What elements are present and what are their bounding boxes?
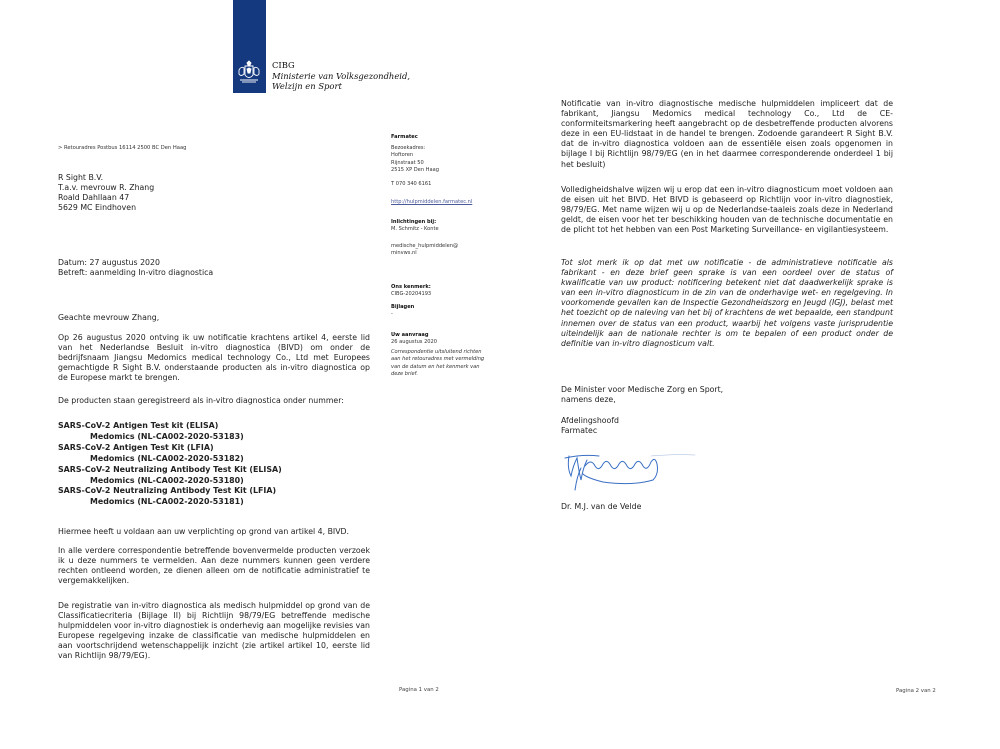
role-line: Afdelingshoofd	[561, 416, 620, 425]
product-registration: Medomics (NL-CA002-2020-53183)	[90, 431, 244, 441]
page-number-2: Pagina 2 van 2	[896, 688, 936, 694]
subject-line: Betreft: aanmelding In-vitro diagnostica	[58, 268, 214, 278]
product-name: SARS-CoV-2 Antigen Test kit (ELISA)	[58, 421, 219, 430]
ministry-line-1: Ministerie van Volksgezondheid,	[272, 70, 410, 81]
margin-email	[391, 243, 487, 258]
paragraph-correspondence: In alle verdere correspondentie betreffende bovenvermelde producten verzoek ik u deze nummers te vermelden. Aan deze nummers kunnen geen verdere rechten ontleend worden, ze dienen alleen om de notificatie administratief te vergemakkelijken.	[58, 546, 370, 586]
visit-label: Bezoekadres:	[391, 145, 426, 151]
recipient-line: 5629 MC Eindhoven	[58, 203, 137, 213]
our-ref-label: Ons kenmerk:	[391, 284, 431, 290]
letter-meta	[58, 258, 213, 278]
ministry-line-2: Welzijn en Sport	[272, 81, 342, 91]
return-address: > Retouradres Postbus 16114 2500 BC Den Haag	[58, 145, 187, 151]
signature-icon	[563, 446, 698, 496]
coat-of-arms-icon	[235, 60, 263, 86]
margin-attachments	[391, 304, 487, 319]
visit-line: 2515 XP Den Haag	[391, 166, 439, 173]
your-request-value: 26 augustus 2020	[391, 339, 438, 346]
paragraph-obligation: Hiermee heeft u voldaan aan uw verplichting op grond van artikel 4, BIVD.	[58, 527, 350, 536]
recipient-address	[58, 173, 154, 213]
product-name: SARS-CoV-2 Neutralizing Antibody Test Kit (ELISA)	[58, 464, 282, 474]
product-registration: Medomics (NL-CA002-2020-53181)	[90, 497, 244, 507]
attachments-label: Bijlagen	[391, 304, 415, 310]
greeting: Geachte mevrouw Zhang,	[58, 313, 160, 322]
info-name: M. Schmitz - Konte	[391, 226, 439, 233]
info-label: Inlichtingen bij:	[391, 219, 437, 225]
visit-line: Rijnstraat 50	[391, 159, 424, 166]
signer-name: Dr. M.J. van de Velde	[561, 502, 642, 511]
correspondence-note: Correspondentie uitsluitend richten aan het retouradres met vermelding van de datum en het kenmerk van deze brief.	[391, 349, 485, 377]
recipient-line: R Sight B.V.	[58, 173, 104, 182]
margin-department: Farmatec	[391, 134, 418, 140]
paragraph-disclaimer: Tot slot merk ik op dat met uw notificatie - de administratieve notificatie als fabrikant - en deze brief geen sprake is van een oordeel over de status of kwalificatie van uw product: notificering betekent niet dat daadwerkelijk sprake is van een in-vitro diagnosticum in de zin van de onderhavige wet- en regelgeving. In voorkomende gevallen kan de Inspectie Gezondheidszorg en Jeugd (IGJ), belast met het toezicht op de naleving van het bij of krachtens de wet bepaalde, een standpunt innemen over de status van een product, waarbij het volgens vaste jurisprudentie uiteindelijk aan de nationale rechter is om te bepalen of een product onder de definitie van in-vitro diagnosticum valt.	[561, 258, 893, 348]
email-line: medische_hulpmiddelen@	[391, 243, 459, 249]
signer-role	[561, 416, 619, 436]
product-name: SARS-CoV-2 Antigen Test Kit (LFIA)	[58, 442, 214, 452]
closing-line: De Minister voor Medische Zorg en Sport,	[561, 385, 724, 394]
our-ref-value: CIBG-20204193	[391, 291, 432, 298]
date-line: Datum: 27 augustus 2020	[58, 258, 160, 267]
margin-your-request	[391, 332, 487, 347]
margin-phone: T 070 340 6161	[391, 181, 432, 187]
recipient-line: T.a.v. mevrouw R. Zhang	[58, 183, 155, 193]
paragraph-registered: De producten staan geregistreerd als in-vitro diagnostica onder nummer:	[58, 396, 344, 405]
org-short-name: CIBG	[272, 60, 295, 70]
paragraph-requirements: Volledigheidshalve wijzen wij u erop dat een in-vitro diagnosticum moet voldoen aan de eisen uit het BIVD. Het BIVD is gebaseerd op Richtlijn voor in-vitro diagnostiek, 98/79/EG. Met name wijzen wij u op de Nederlandse-taaleis zoals deze in Nederland geldt, de eisen voor het ter beschikking houden van de technische documentatie en de plicht tot het hebben van een Post Marketing Surveillance- en vigilantiesysteem.	[561, 185, 893, 235]
your-request-label: Uw aanvraag	[391, 332, 429, 338]
page-number-1: Pagina 1 van 2	[399, 687, 439, 693]
email-line: minvws.nl	[391, 250, 417, 257]
role-line: Farmatec	[561, 426, 598, 436]
product-name: SARS-CoV-2 Neutralizing Antibody Test Kit (LFIA)	[58, 486, 277, 496]
product-list	[58, 421, 282, 508]
visit-line: Hoftoren	[391, 152, 414, 159]
attachments-value: -	[391, 311, 393, 318]
paragraph-classification: De registratie van in-vitro diagnostica als medisch hulpmiddel op grond van de Classificatiecriteria (Bijlage II) bij Richtlijn 98/79/EG betreffende medische hulpmiddelen voor in-vitro diagnostiek is onderhevig aan mogelijke revisies van Europese regelgeving inzake de classificatie van medische hulpmiddelen en aan voortschrijdend wetenschappelijk inzicht (zie artikel artikel 10, eerste lid van Richtlijn 98/79/EG).	[58, 601, 370, 661]
margin-our-reference	[391, 284, 487, 299]
closing	[561, 385, 723, 405]
product-registration: Medomics (NL-CA002-2020-53182)	[90, 453, 244, 463]
product-registration: Medomics (NL-CA002-2020-53180)	[90, 475, 244, 485]
paragraph-notification: Op 26 augustus 2020 ontving ik uw notificatie krachtens artikel 4, eerste lid van het Nederlandse Besluit in-vitro diagnostica (BIVD) om onder de bedrijfsnaam Jiangsu Medomics medical technology Co., Ltd met Europees gemachtigde R Sight B.V. onderstaande producten als in-vitro diagnostica op de Europese markt te brengen.	[58, 333, 370, 383]
margin-visit-address	[391, 145, 487, 174]
margin-contact	[391, 219, 487, 234]
recipient-line: Roald Dahllaan 47	[58, 193, 130, 203]
farmatec-link[interactable]: http://hulpmiddelen.farmatec.nl	[391, 199, 473, 205]
paragraph-ce-marking: Notificatie van in-vitro diagnostische medische hulpmiddelen impliceert dat de fabrikant, Jiangsu Medomics medical technology Co., Ltd de CE-conformiteitsmarkering heeft aangebracht op de desbetreffende producten alvorens deze in een EU-lidstaat in de handel te brengen. Zodoende garandeert R Sight B.V. dat de in-vitro diagnostica voldoen aan de essentiële eisen zoals opgenomen in bijlage I bij Richtlijn 98/79/EG (en in het daarmee corresponderende onderdeel 1 bij het besluit)	[561, 99, 893, 169]
closing-line: namens deze,	[561, 395, 616, 405]
ministry-name	[272, 60, 410, 92]
